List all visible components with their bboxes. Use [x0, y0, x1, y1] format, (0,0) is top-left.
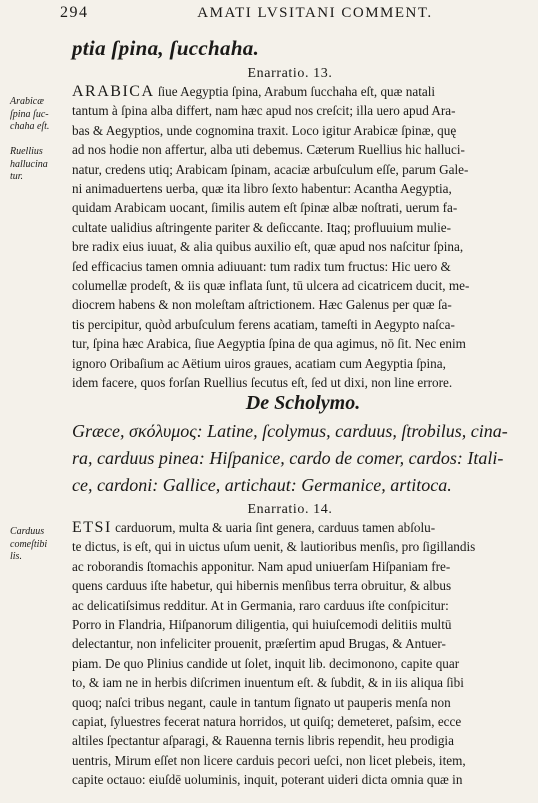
text-line: cultate ualidius aſtringente pariter & deſiccante. Itaq; profluuium mulie-: [72, 219, 452, 235]
margin-note-line: tur.: [10, 171, 24, 182]
page-number: 294: [60, 4, 89, 21]
margin-note-line: ſpina ſuc-: [10, 108, 49, 120]
text-line: ac delicatiſsimus redditur. At in Germania, raro carduus iſte conſpicitur:: [72, 597, 449, 613]
synonym-line: Græce, σκόλυμος: Latine, ſcolymus, carduus, ſtrobilus, cina-: [72, 421, 508, 441]
margin-note-line: Ruellius: [10, 146, 43, 157]
margin-note-line: lis.: [10, 551, 22, 562]
text-line: bas & Aegyptios, unde cognomina traxit. Loco igitur Arabicæ ſpinæ, quę: [72, 122, 457, 138]
text-line: ni animaduertens uerba, quæ ita libro ſexto habentur: Acantha Aegyptia,: [72, 181, 452, 197]
text-line: tantum à ſpina alba differt, nam hæc apud nos creſcit; illa uero apud Ara-: [72, 103, 456, 119]
margin-note-line: chaha eſt.: [10, 121, 50, 132]
text-line: tis percipitur, quòd arbuſculum ferens acatiam, tameſti in Aegypto naſca-: [72, 316, 455, 332]
text-line: ignoro Oribaſium ac Aëtium uiros graues, acatiam cum Aegyptia ſpina,: [72, 355, 446, 371]
synonyms-block: [72, 418, 534, 499]
text-line: bre radix eius iuuat, & alia quibus auxilio eſt, quæ apud nos naſcitur ſpina,: [72, 239, 464, 255]
text-line: te dictus, is eſt, qui in uictus uſum uenit, & lautioribus menſis, pro ſigillandis: [72, 539, 476, 555]
previous-heading-tail: ptia ſpina, ſucchaha.: [72, 36, 260, 60]
text-line: ETSI carduorum, multa & uaria ſint genera, carduus tamen abſolu-: [72, 519, 436, 536]
text-line: capite octauo: eiuſdē uoluminis, inquit, poterant uideri dicta omnia quæ in: [72, 772, 463, 788]
margin-note-carduus: [10, 526, 68, 564]
text-line: piam. De quo Plinius candide ut ſolet, inquit lib. decimonono, capite quar: [72, 655, 460, 671]
margin-note-line: hallucina: [10, 158, 48, 170]
enarratio-13-label: Enarratio. 13.: [247, 66, 333, 81]
text-line: altiles ſpectantur aſparagi, & Rauenna ternis libris rependit, heu prodigia: [72, 733, 454, 749]
lead-word: ETSI: [72, 519, 112, 536]
text-line: columellæ prodeſt, & iis quæ inflata ſunt, tū ulcera ad cicatricem ducit, me-: [72, 278, 470, 294]
text-line: uentris, Mirum eſſet non licere carduis pecori ueſci, non licet plebeis, item,: [72, 752, 466, 768]
text-line: ac roborandis ſtomachis apponitur. Nam apud uniuerſam Hiſpaniam fre-: [72, 558, 451, 574]
text-line: diocrem habens & non moleſtam aſtrictionem. Hæc Galenus per quæ ſa-: [72, 297, 452, 313]
lead-word: ARABICA: [72, 83, 155, 100]
text-line: ad nos hodie non affertur, alba uti debemus. Cæterum Ruellius hic halluci-: [72, 142, 465, 158]
enarratio-13-text: [72, 82, 534, 393]
running-title: AMATI LVSITANI COMMENT.: [197, 5, 433, 21]
text-line: quidam Arabicam uocant, ſimilis autem eſt ſpinæ albæ noſtrati, uerum fa-: [72, 200, 458, 216]
text-line: to, & iam ne in herbis diſcrimen inuentum eſt. & ſubdit, & in iis aliqua ſibi: [72, 675, 464, 691]
enarratio-14-text: [72, 518, 534, 790]
text-line: delectantur, non infeliciter prouenit, præſertim apud Brugas, & Antuer-: [72, 636, 446, 652]
margin-note-line: Carduus: [10, 526, 45, 537]
text-line: ARABICA ſiue Aegyptia ſpina, Arabum ſucchaha eſt, quæ natali: [72, 83, 436, 100]
running-header: [60, 4, 530, 26]
margin-note-line: comeſtibi: [10, 538, 48, 550]
margin-note-line: Arabicæ: [10, 96, 44, 107]
text-line: quens carduus iſte habetur, qui hibernis menſibus terra obruitur, & albus: [72, 578, 452, 594]
margin-note-arabicae: [10, 96, 68, 134]
synonym-line: ra, carduus pinea: Hiſpanice, cardo de comer, cardos: Itali-: [72, 448, 504, 468]
text-line: tur, ſpina hæc Arabica, ſiue Aegyptia ſpina de qua agimus, nō ſit. Nec enim: [72, 336, 466, 352]
text-line: capiat, ſyluestres fecerat natura horridos, ut quiſq; demeteret, paſsim, ecce: [72, 714, 462, 730]
text-line: Porro in Flandria, Hiſpanorum diligentia, qui huiuſcemodi delitiis multū: [72, 617, 452, 633]
text-line: ſed efficacius tamen omnia adiuuant: tum radix tum fructus: Hic uero &: [72, 258, 451, 274]
section-title-de-scholymo: De Scholymo.: [245, 392, 361, 414]
synonym-line: ce, cardoni: Gallice, artichaut: Germanice, artitoca.: [72, 475, 452, 495]
text-line: quoq; naſci tribus negant, caule in tantum ſignato ut pauperis menſa non: [72, 694, 451, 710]
text-line: natur, credens utiq; Arabicam ſpinam, acaciæ arbuſculum eſſe, parum Gale-: [72, 161, 469, 177]
text-line: idem facere, quos forſan Ruellius ſecutus eſt, ſed ut dixi, non line errore.: [72, 375, 453, 391]
enarratio-14-label: Enarratio. 14.: [247, 502, 333, 517]
margin-note-ruellius: [10, 146, 68, 184]
